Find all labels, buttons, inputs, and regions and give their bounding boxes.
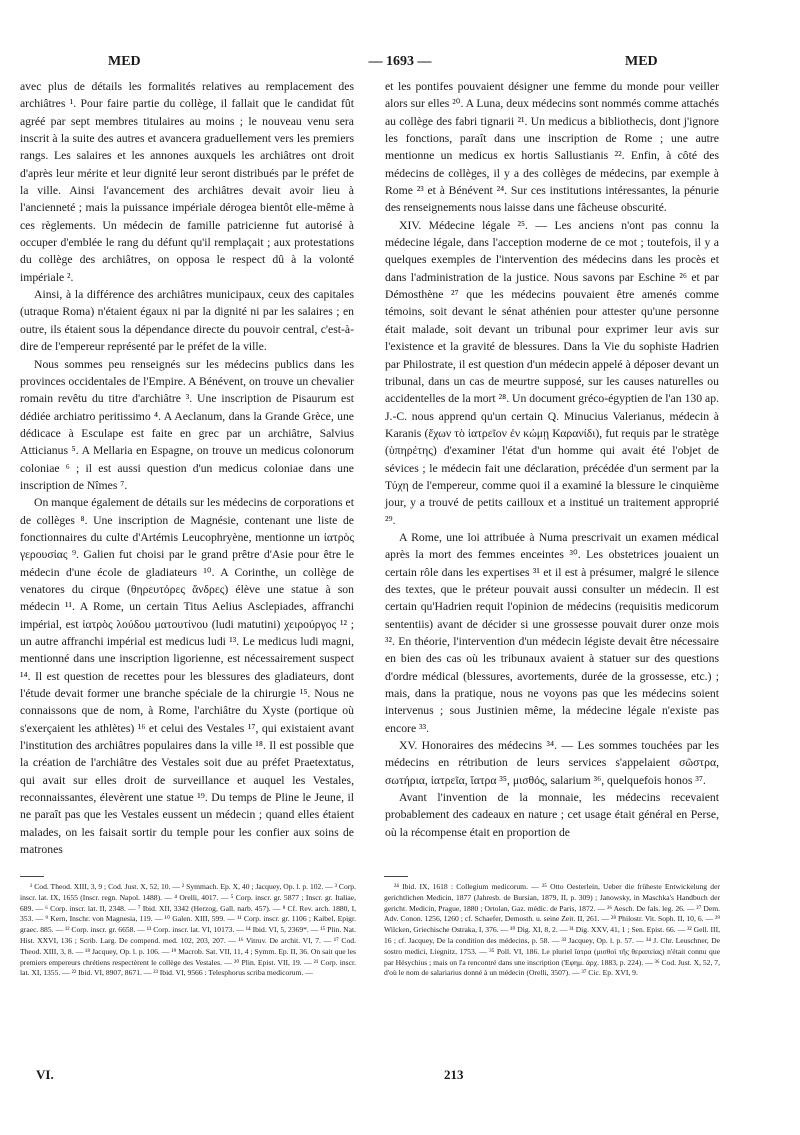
footnotes-right [384,882,720,979]
left-paragraph-3: Nous sommes peu renseignés sur les médecins publics dans les provinces occidentales de l'Empire. A Bénévent, on trouve un chevalier romain revêtu du titre d'archiâtre ³. Une inscription de Pisaurum est dédiée archiatro peritissimo ⁴. A Aeclanum, dans la Grande Grèce, une dédicace à Esculape est faite en grec par un archiâtre, Salvius Atticianus ⁵. A Mellaria en Espagne, on trouve un medicus colonorum coloniae ⁶ ; il est aussi question d'un medicus coloniae dans une inscription de Nîmes ⁷. [20,357,354,492]
footnotes-left-text: ¹ Cod. Theod. XIII, 3, 9 ; Cod. Just. X, 52, 10. — ² Symmach. Ep. X, 40 ; Jacquey, Op. l. p. 102. — ³ Corp. inscr. lat. IX, 1655 (Inscr. regn. Napol. 1488). — ⁴ Orelli, 4017. — ⁵ Corp. inscr. gr. 5877 ; Inscr. gr. Italiae, 689. — ⁶ Corp. inscr. lat. II, 2348. — ⁷ Ibid. XII, 3342 (Herzog, Gall. narb. 457). — ⁸ Cf. Rev. arch. 1880, I, 353. — ⁹ Kern, Inschr. von Magnesia, 119. — ¹⁰ Galen. XIII, 599. — ¹¹ Corp. inscr. gr. 1106 ; Kaibel, Epigr. graec. 885. — ¹² Corp. inscr. gr. 6658. — ¹³ Corp. inscr. lat. VI, 10173. — ¹⁴ Ibid. VI, 5, 2369*. — ¹⁵ Plin. Nat. Hist. XXVI, 136 ; Scrib. Larg. De compend. med. 102, 203, 207. — ¹⁶ Vitruv. De archit. VI, 7. — ¹⁷ Cod. Theod. XIII, 3, 8. — ¹⁸ Jacquey, Op. l. p. 106. — ¹⁹ Macrob. Sat. VII, 11, 4 ; Symm. Ep. II, 36. On sait que les premiers empereurs chrétiens respectèrent le collège des Vestales. — ²⁰ Plin. Epist. VII, 19. — ²¹ Corp. inscr. lat. XI, 1355. — ²² Ibid. VI, 8907, 8671. — ²³ Ibid. VI, 9566 : Telesphorus scriba medicorum. — [20,882,356,978]
right-paragraph-4: XV. Honoraires des médecins ³⁴. — Les sommes touchées par les médecins en rétribution de leurs services s'appelaient σῶστρα, σωτήρια, ἰατρεῖα, ἴατρα ³⁵, μισθός, salarium ³⁶, quelquefois honos ³⁷. [385,739,719,787]
right-paragraph-2: XIV. Médecine légale ²⁵. — Les anciens n'ont pas connu la médecine légale, dans l'acception moderne de ce mot ; toutefois, il y a quelques exemples de l'intervention des médecins dans les procès et dans l'administration de la justice. Nous savons par Eschine ²⁶ et par Démosthène ²⁷ que les médecins pouvaient être amenés comme témoins, soit devant le sénat athénien pour attester qu'une personne était malade, soit devant un tribunal pour exprimer leur avis sur l'existence et la gravité de blessures. Dans la Vie du sophiste Hadrien par Philostrate, il est question d'un médecin appelé à déposer devant un tribunal, dans un cas de meurtre supposé, sur les causes naturelles ou accidentelles de la mort ²⁸. Un document gréco-égyptien de l'an 130 ap. J.-C. nous apprend qu'un certain Q. Minucius Valerianus, médecin à Karanis (ἔχων τὸ ἰατρεῖον ἐν κώμῃ Καρανίδι), fut requis par le stratège (ὑπηρέτης) d'examiner l'état d'un homme qui avait été l'objet de sévices ; le médecin fait une déclaration, précédée d'un serment par la Τύχη de l'empereur, comme quoi il a examiné la blessure le cinquième jour, y a trouvé de petits cailloux et a institué un traitement approprié ²⁹. [385,218,719,527]
page-number: — 1693 — [368,54,432,69]
footnote-rule-right [384,876,408,877]
left-paragraph-4: On manque également de détails sur les médecins de corporations et de collèges ⁸. Une inscription de Magnésie, contenant une liste de fonctionnaires du culte d'Artémis Leucophryène, mentionne un ἰατρὸς γερουσίας ⁹. Galien fut choisi par le grand prêtre d'Asie pour être le médecin d'une école de gladiateurs ¹⁰. A Corinthe, un collège de venatores du cirque (θηρευτόρες ἄνδρες) élève une statue à son médecin ¹¹. A Rome, un certain Titus Aelius Asclepiades, affranchi impérial, est ἰατρὸς λούδου ματουτίνου (ludi matutini) χειρούργος ¹² ; un autre affranchi impérial est medicus ludi ¹³. Le medicus ludi magni, mentionné dans une inscription ligorienne, est nécessairement suspect ¹⁴. Il est question de recettes pour les blessures des gladiateurs, dont l'étude devait former une branche spéciale de la chirurgie ¹⁵. Nous ne connaissons que de nom, à Rome, l'archiâtre du Xyste (portique où s'exerçaient les athlètes) ¹⁶ et celui des Vestales ¹⁷, qui existaient avant l'institution des archiâtres populaires dans la ville ¹⁸. Il est possible que la création de l'archiâtre des Vestales soit due au préfet Praetextatus, qui avait sur elles droit de surveillance et auquel les Vestales, reconnaissantes, élevèrent une statue ¹⁹. Du temps de Pline le Jeune, il ne paraît pas que les Vestales eussent un médecin ; quand elles étaient malades, on les faisait sortir du temple pour les confier aux soins de matrones [20,496,354,857]
left-paragraph-2: Ainsi, à la différence des archiâtres municipaux, ceux des capitales (utraque Roma) n'étaient égaux ni par la dignité ni par les salaires ; en outre, ils étaient sous la dépendance directe du pouvoir central, c'est-à-dire de l'empereur représenté par le préfet de la ville. [20,288,354,354]
page-header [0,54,800,74]
right-paragraph-3: A Rome, une loi attribuée à Numa prescrivait un examen médical après la mort des femmes enceintes ³⁰. Les obstetrices jouaient un certain rôle dans les expertises ³¹ et il est à présumer, malgré le silence des textes, que le préteur pouvait aussi consulter un médecin. Il est certain qu'Hadrien requit l'opinion de médecins (requisitis medicorum sententiis) avant de décider si une grossesse pouvait durer onze mois ³². En théorie, l'intervention d'un médecin légiste devait être nécessaire en bien des cas où les tribunaux avaient à statuer sur des questions d'ordre médical (blessures, avortements, durée de la grossesse, etc.) ; mais, dans la pratique, nous ne voyons pas que les médecins soient intervenus ; sous Justinien même, la médecine légale n'existe pas encore ³³. [385,530,719,735]
signature-mark: VI. [36,1067,54,1082]
footnotes-right-text: ²⁴ Ibid. IX, 1618 : Collegium medicorum. — ²⁵ Otto Oesterlein, Ueber die früheste Entwickelung der gerichtlichen Medicin, 1877 (Jahresb. de Bursian, 1879, II, p. 309) ; Janowsky, in Maschka's Handbuch der gericht. Medicin, Prague, 1880 ; Ortolan, Gaz. médic. de Paris, 1872. — ²⁶ Aesch. De fals. leg. 26. — ²⁷ Dem. Adv. Conon. 1256, 1260 ; cf. Schaefer, Demosth. u. seine Zeit. II, 261. — ²⁸ Philostr. Vit. Soph. II, 10, 6. — ²⁹ Wilcken, Griechische Ostraka, I, 376. — ³⁰ Dig. XI, 8, 2. — ³¹ Dig. XXV, 41, 1 ; Sen. Epist. 66. — ³² Gell. III, 16 ; cf. Jacquey, De la condition des médecins, p. 58. — ³³ Jacquey, Op. l. p. 57. — ³⁴ J. Chr. Leuschner, De sostro medici, Liegnitz, 1753. — ³⁵ Poll. VI, 186. Le pluriel ἴατρα (μισθοὶ τῆς θεραπείας) n'était connu que par Hésychius ; mais on l'a rencontré dans une inscription (Ἐφημ. ἀρχ. 1883, p. 224). — ³⁶ Cod. Just. X, 52, 7, d'où le nom de salariarius donné à un médecin (Orelli, 3507). — ³⁷ Cic. Ep. XVI, 9. [384,882,720,978]
header-right: MED [625,54,658,69]
left-column [20,78,354,858]
right-paragraph-1: et les pontifes pouvaient désigner une femme du monde pour veiller alors sur elles ²⁰. A Luna, deux médecins sont nommés comme attachés au collège des fabri tignarii ²¹. Un medicus a bibliothecis, dont j'ignore les fonctions, paraît dans une inscription de Rome ; une autre mentionne un medicus ex hortis Sallustianis ²². Enfin, à côté des médecins de collèges, il y a des collèges de médecins, par exemple à Rome ²³ et à Bénévent ²⁴. Sur ces institutions intéressantes, la pénurie des renseignements nous laisse dans une fâcheuse obscurité. [385,80,719,215]
footnotes-left [20,882,356,979]
signature-number: 213 [444,1067,464,1082]
right-paragraph-5: Avant l'invention de la monnaie, les médecins recevaient probablement des cadeaux en nature ; cet usage était général en Perse, où la récompense était en proportion de [385,791,719,839]
left-paragraph-1: avec plus de détails les formalités relatives au remplacement des archiâtres ¹. Pour faire partie du collège, il fallait que le candidat fût agréé par sept membres titulaires au moins ; le nouveau venu sera inscrit à la suite des autres et avancera graduellement vers les premiers rangs. Les salaires et les annones auxquels les archiâtres ont droit d'après leur mérite et leur dignité leur seront distribués par le préfet de la ville. Ainsi l'avancement des archiâtres devait avoir lieu à l'ancienneté ; mais la puissance impériale dérogea bientôt elle-même à ces règlements. Un médecin de famille patricienne fut autorisé à occuper d'emblée le rang du défunt qu'il remplaçait ; aux protestations du collège des archiâtres, on opposa le respect dû à la volonté impériale ². [20,80,354,284]
header-left: MED [108,54,141,69]
footnote-rule-left [20,876,44,877]
right-column [385,78,719,841]
